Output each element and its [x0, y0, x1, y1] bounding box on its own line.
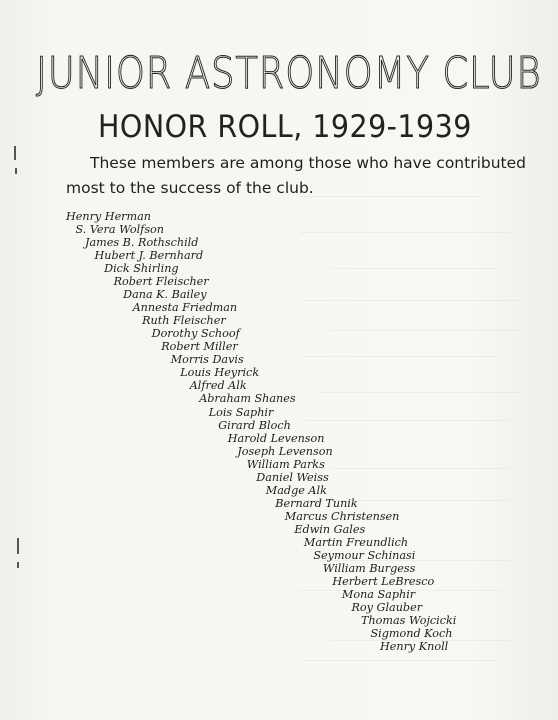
- margin-mark: [14, 146, 16, 160]
- show-through-line: [300, 420, 510, 421]
- honor-roll-name: Thomas Wojcicki: [361, 613, 457, 627]
- honor-roll-name: James B. Rothschild: [85, 236, 199, 250]
- honor-roll-name: Henry Herman: [66, 210, 152, 223]
- honor-roll-name: William Parks: [246, 457, 325, 471]
- show-through-line: [330, 330, 520, 331]
- honor-roll-name: Marcus Christensen: [284, 509, 400, 523]
- honor-roll-heading: HONOR ROLL, 1929-1939: [98, 109, 472, 145]
- honor-roll-name: Dorothy Schoof: [151, 327, 240, 341]
- honor-roll-name: Joseph Levenson: [237, 444, 333, 458]
- honor-roll-name: Herbert LeBresco: [332, 574, 435, 588]
- honor-roll-name: Daniel Weiss: [256, 470, 329, 484]
- honor-roll-name: S. Vera Wolfson: [75, 223, 164, 236]
- honor-roll-name: Martin Freundlich: [303, 535, 409, 549]
- honor-roll-name: Sigmond Koch: [370, 627, 453, 640]
- honor-roll-name: Morris Davis: [170, 353, 244, 367]
- honor-roll-name: Hubert J. Bernhard: [94, 249, 204, 263]
- show-through-line: [300, 196, 480, 197]
- honor-roll-name: Dana K. Bailey: [123, 288, 207, 302]
- honor-roll-name: Mona Saphir: [341, 587, 416, 601]
- club-title: JUNIOR ASTRONOMY CLUB: [36, 48, 542, 99]
- honor-roll-name: Harold Levenson: [227, 431, 325, 445]
- honor-roll-name: Madge Alk: [265, 483, 327, 497]
- honor-roll-name: Robert Fleischer: [113, 275, 209, 289]
- show-through-line: [320, 392, 520, 393]
- honor-roll-name: Abraham Shanes: [199, 392, 296, 406]
- honor-roll-name: William Burgess: [322, 561, 416, 575]
- honor-roll-name: Alfred Alk: [189, 379, 247, 393]
- show-through-line: [330, 268, 500, 269]
- show-through-line: [300, 660, 500, 661]
- intro-line-1: These members are among those who have contributed: [90, 154, 527, 172]
- show-through-line: [300, 232, 510, 233]
- intro-line-2: most to the success of the club.: [66, 179, 314, 197]
- honor-roll-name: Lois Saphir: [208, 405, 274, 419]
- honor-roll-name: Roy Glauber: [351, 600, 423, 614]
- honor-roll-name: Ruth Fleischer: [142, 314, 226, 328]
- show-through-line: [300, 356, 500, 357]
- honor-roll-name: Annesta Friedman: [132, 301, 238, 315]
- honor-roll-name: Bernard Tunik: [275, 496, 358, 510]
- honor-roll-name: Girard Bloch: [218, 418, 291, 432]
- honor-roll-name: Henry Knoll: [380, 640, 449, 653]
- honor-roll-name: Edwin Gales: [294, 522, 366, 536]
- honor-roll-name: Seymour Schinasi: [313, 548, 416, 562]
- honor-roll-name: Louis Heyrick: [180, 366, 260, 380]
- margin-mark: [15, 168, 17, 174]
- show-through-line: [330, 468, 510, 469]
- margin-mark: [17, 562, 19, 568]
- margin-mark: [17, 538, 19, 554]
- honor-roll-name: Dick Shirling: [104, 262, 179, 276]
- honor-roll-name: Robert Miller: [161, 340, 238, 354]
- show-through-line: [300, 300, 520, 301]
